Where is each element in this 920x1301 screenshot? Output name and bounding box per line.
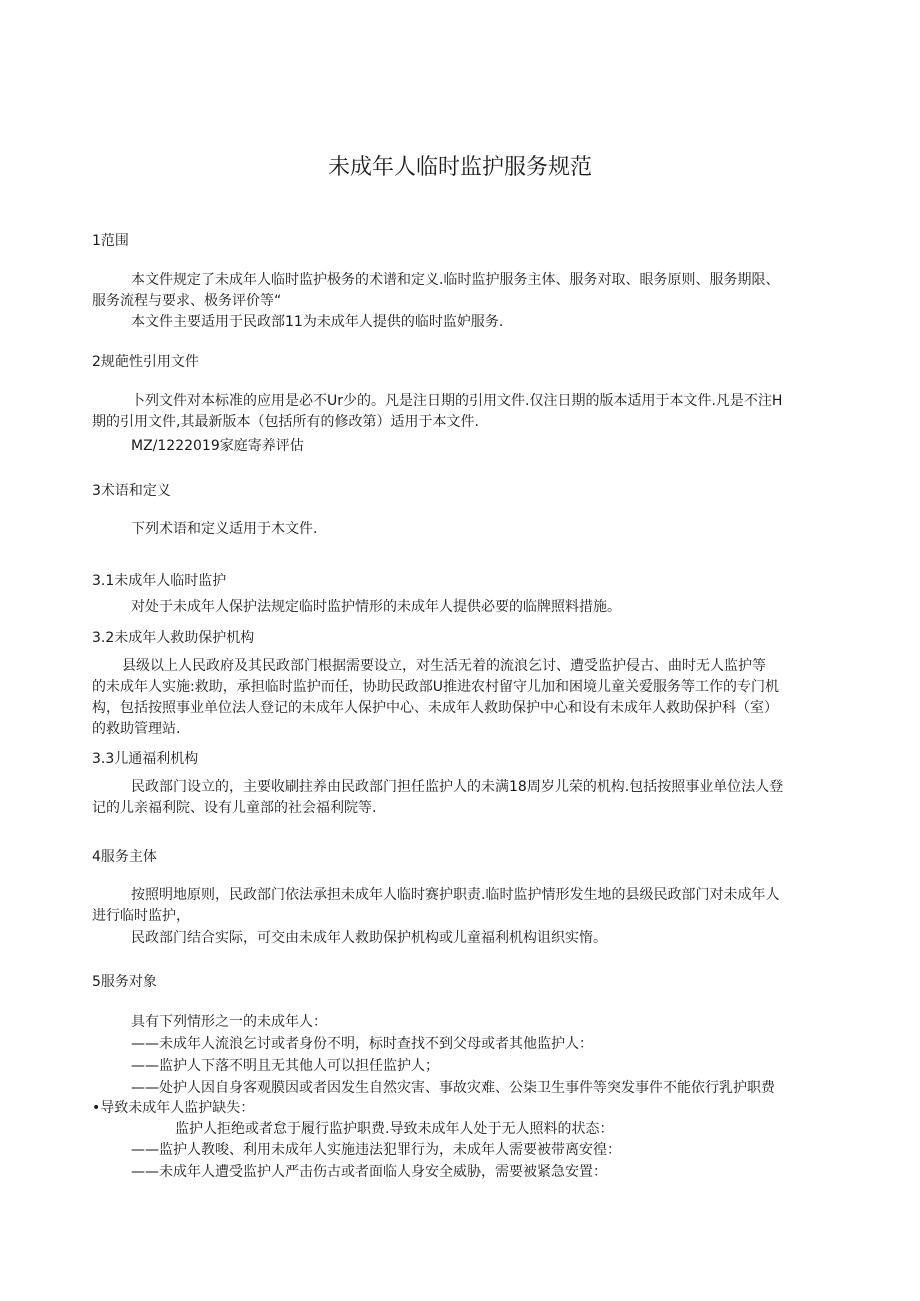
section-2-para-1-line-2: 期的引用文件,其最新版本（包括所有的修改第）适用于本文件.	[92, 414, 479, 430]
page-title: 未成年人临时监护服务规范	[327, 155, 592, 180]
list-item: ——监护人教唆、利用未成年人实施违法犯罪行为，未成年人需要被带离安徨：	[131, 1142, 621, 1158]
section-1-para-1-line-1: 本文件规定了未成年人临时监护极务的术谱和定义.临时监护服务主体、服务对取、眼务原则、服务期限、	[131, 272, 780, 288]
section-3-1-para: 对处于未成年人保护法规定临时监护情形的未成年人提供必要的临牌照料措施。	[131, 599, 621, 615]
section-1-heading: 1范围	[92, 233, 129, 249]
list-item: ——未成年人流浪乞讨或者身份不明，标时查找不到父母或者其他监护人：	[131, 1036, 593, 1052]
list-item: ——未成年人遭受监护人严击伤古或者面临人身安全威胁，需要被紧急安置：	[131, 1164, 607, 1180]
section-3-1-heading: 3.1未成年人临时监护	[92, 573, 227, 589]
list-item: ——处护人因自身客观膜因或者因发生自然灾害、事故灾难、公柒卫生事件等突发事件不能依行乳护职费	[131, 1080, 775, 1096]
section-3-3-heading: 3.3儿通福利机构	[92, 751, 199, 767]
section-3-heading: 3术语和定义	[92, 483, 171, 499]
section-4-para-1-line-1: 按照明地原则，民政部门依法承担未成年人临时赛护职责.临时监护情形发生地的县级民政部门对未成年人	[131, 887, 780, 903]
section-2-para-1-line-1: 卜列文件对本标准的应用是必不Ur少的。凡是注日期的引用文件.仅注日期的版本适用于本文件.凡是不注H	[131, 393, 783, 409]
section-3-para: 下列术语和定义适用于木文件.	[131, 521, 318, 537]
section-2-heading: 2规葩性引用文件	[92, 354, 199, 370]
section-3-2-heading: 3.2未成年人救助保护机构	[92, 630, 255, 646]
section-1-para-2: 本文件主要适用于民政部11为未成年人提供的临时监妒服务.	[131, 314, 504, 330]
section-4-para-1-line-2: 进行临时监护，	[92, 908, 190, 924]
section-3-3-line-2: 记的儿亲福利院、设有儿童部的社会福利院等.	[92, 800, 377, 816]
section-1-para-1-line-2: 服务流程与要求、极务评价等“	[92, 293, 282, 309]
list-item: ——监护人下落不明且无其他人可以担任监护人；	[131, 1058, 439, 1074]
section-2-reference: MZ/1222019家庭寄养评估	[131, 438, 304, 454]
section-3-2-line-2: 的未成年人实施:救助，承担临时监护而任，协助民政部U推进农村留守儿加和困境儿童关爱服务等工作的专门机	[92, 679, 779, 695]
section-5-heading: 5服务对象	[92, 974, 157, 990]
section-3-2-line-1: 县级以上人民政府及其民政部门根据需要设立，对生活无着的流浪乞讨、遭受监护侵古、曲时无人监护等	[122, 658, 766, 674]
section-3-2-line-3: 构，包括按照事业单位法人登记的未成年人保护中心、未成年人救助保护中心和设有未成年人救助保护科（室）	[92, 700, 778, 716]
list-item: 监护人拒绝或者怠于履行监护职费.导致未成年人处于无人照料的状态：	[175, 1121, 614, 1137]
section-4-heading: 4服务主体	[92, 849, 157, 865]
list-item-continuation: •导致未成年人监护缺失：	[92, 1100, 255, 1116]
section-4-para-2: 民政部门结合实际，可交由未成年人救助保护机构或儿童福利机构诅织实惰。	[131, 930, 607, 946]
section-5-intro: 具有下列情形之一的未成年人：	[131, 1014, 327, 1030]
section-3-3-line-1: 民政部门设立的，主要收刷拄养由民政部门担任监护人的未满18周岁儿荣的机构.包括按照事业单位法人登	[131, 779, 784, 795]
section-3-2-line-4: 的救助管理站.	[92, 721, 181, 737]
